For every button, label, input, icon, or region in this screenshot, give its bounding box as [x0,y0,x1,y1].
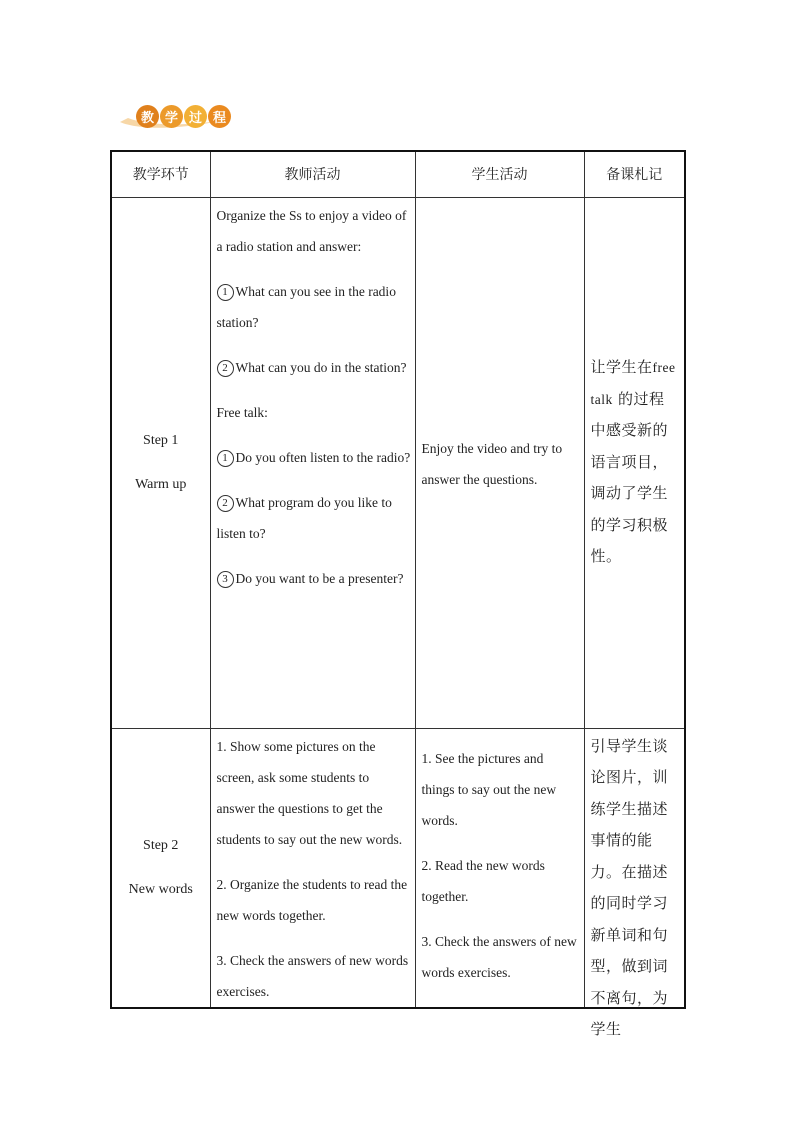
student-item: Enjoy the video and try to answer the questions. [421,440,563,487]
table-row-step-2 [111,728,685,1008]
circled-number: 2 [217,360,234,377]
notes-cell [584,728,685,1038]
stage-cell [111,728,210,1008]
teacher-item: Organize the Ss to enjoy a video of a radio station and answer: [216,207,407,254]
step-number: Step 2 [143,837,179,853]
lesson-table [110,150,686,1038]
teacher-activity-cell [210,728,415,1008]
circled-number: 2 [217,495,234,512]
teacher-item: 1 What can you see in the radio station? [216,283,396,330]
stage-cell [111,197,210,728]
notes-cell [584,197,685,728]
teacher-item: 3. Check the answers of new words exercises. [216,952,409,999]
circled-number: 1 [217,284,234,301]
teacher-item: 3 Do you want to be a presenter? [217,563,411,594]
section-badge [118,104,228,130]
badge-char: 过 [184,105,207,128]
circled-number: 3 [217,571,234,588]
badge-char: 教 [136,105,159,128]
header-row [111,151,685,197]
header-notes: 备课札记 [584,151,685,197]
student-item: 3. Check the answers of new words exercises. [421,933,577,980]
teacher-item: 2. Organize the students to read the new words together. [216,876,408,923]
teacher-item: 2 What can you do in the station? [217,352,411,383]
circled-number: 1 [217,450,234,467]
header-stage: 教学环节 [111,151,210,197]
step-title: Warm up [135,476,187,492]
header-teacher-activity: 教师活动 [210,151,415,197]
student-item: 1. See the pictures and things to say out the new words. [421,750,557,828]
teacher-item: Free talk: [216,404,268,420]
notes-english: free talk [590,360,676,407]
student-activity-cell [415,197,584,728]
header-student-activity: 学生活动 [415,151,584,197]
notes-text: 的过程中感受新的语言项目，调动了学生的学习积极性。 [590,389,669,566]
badge-char: 学 [160,105,183,128]
student-activity-cell [415,728,584,1008]
step-number: Step 1 [143,432,179,448]
notes-text: 引导学生谈论图片，训练学生描述事情的能力。在描述的同时学习新单词和句型，做到词不离句，为学生 [590,736,669,1038]
teacher-item: 1 Do you often listen to the radio? [217,442,411,473]
step-title: New words [128,881,193,897]
notes-text: 让学生在 [590,358,653,377]
table-row-step-1 [111,197,685,728]
teacher-item: 1. Show some pictures on the screen, ask some students to answer the questions to get the students to say out the new words. [216,738,403,847]
badge-char: 程 [208,105,231,128]
teacher-activity-cell [210,197,415,728]
teacher-item: 2 What program do you like to listen to? [216,494,392,541]
student-item: 2. Read the new words together. [421,857,545,904]
